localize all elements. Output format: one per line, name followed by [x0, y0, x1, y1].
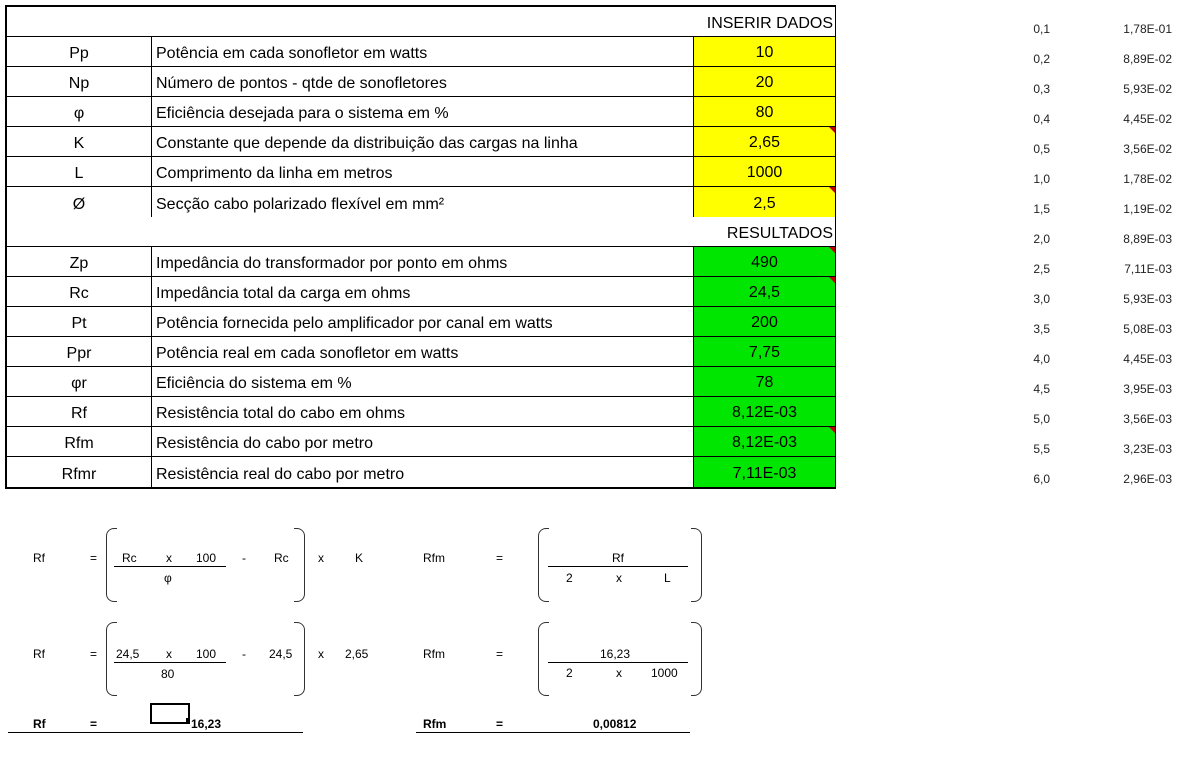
formula2-rfm-eq: = [496, 647, 504, 661]
side-table-row [1020, 374, 1190, 404]
resistance-value[interactable]: 4,45E-03 [1123, 352, 1172, 366]
formula1-rfm-left-paren [538, 528, 549, 602]
resistance-value[interactable]: 8,89E-03 [1123, 232, 1172, 246]
result-rf-eq: = [90, 717, 98, 731]
resultados-header: RESULTADOS [726, 225, 833, 242]
value-text: 1000 [746, 164, 783, 181]
results-row [7, 277, 835, 307]
formula1-rf-label: Rf [33, 551, 45, 565]
value-cell[interactable] [693, 67, 835, 96]
resistance-value[interactable]: 3,56E-02 [1123, 142, 1172, 156]
inserir-dados-header: INSERIR DADOS [706, 15, 833, 32]
formula1-x2: x [318, 551, 324, 565]
formula1-rc: Rc [122, 551, 137, 565]
value-cell[interactable] [693, 247, 835, 276]
value-cell[interactable] [693, 37, 835, 66]
side-table-row [1020, 14, 1190, 44]
value-cell[interactable] [693, 127, 835, 156]
inputs-row [7, 187, 835, 217]
value-cell[interactable] [693, 427, 835, 456]
resistance-value[interactable]: 3,56E-03 [1123, 412, 1172, 426]
comment-indicator-icon[interactable] [829, 187, 835, 193]
value-text: 7,75 [748, 344, 781, 361]
value-cell[interactable] [693, 457, 835, 487]
formula2-rfm-label: Rfm [423, 647, 445, 661]
section-value[interactable]: 6,0 [1033, 472, 1051, 486]
section-value[interactable]: 1,0 [1033, 172, 1051, 186]
side-table-row [1020, 194, 1190, 224]
formula2-rf-label: Rf [33, 647, 45, 661]
symbol-cell[interactable]: φr [7, 367, 152, 396]
side-table-row [1020, 314, 1190, 344]
result-rfm-label: Rfm [423, 717, 447, 731]
formula1-eq: = [90, 551, 98, 565]
formula2-x3: x [616, 666, 622, 680]
symbol-cell[interactable]: Np [7, 67, 152, 96]
section-value[interactable]: 3,5 [1033, 322, 1051, 336]
side-table-row [1020, 344, 1190, 374]
comment-indicator-icon[interactable] [829, 427, 835, 433]
symbol-cell[interactable]: Rf [7, 397, 152, 426]
inputs-row [7, 67, 835, 97]
symbol-cell[interactable]: Rc [7, 277, 152, 306]
fill-handle[interactable] [186, 718, 190, 722]
symbol-cell[interactable]: φ [7, 97, 152, 126]
formula1-minus: - [242, 551, 246, 565]
description-cell[interactable]: Número de pontos - qtde de sonofletores [156, 75, 447, 92]
formula2-rf-num: 16,23 [600, 647, 631, 661]
value-cell[interactable] [693, 397, 835, 426]
comment-indicator-icon[interactable] [829, 247, 835, 253]
value-text: 2,5 [753, 195, 776, 212]
value-text: 8,12E-03 [732, 404, 797, 421]
description-cell[interactable]: Potência em cada sonofletor em watts [156, 45, 428, 62]
formula1-l: L [664, 571, 671, 585]
resistance-value[interactable]: 1,78E-01 [1123, 22, 1172, 36]
value-text: 8,12E-03 [732, 434, 797, 451]
formula2-eq: = [90, 647, 98, 661]
section-value[interactable]: 4,0 [1033, 352, 1051, 366]
symbol-cell[interactable]: Zp [7, 247, 152, 276]
description-cell[interactable]: Resistência do cabo por metro [156, 435, 373, 452]
section-value[interactable]: 5,5 [1033, 442, 1051, 456]
formula1-2: 2 [566, 571, 573, 585]
formula1-rfm-label: Rfm [423, 551, 445, 565]
inputs-row [7, 157, 835, 187]
formula2-rfm-left-paren [538, 622, 549, 696]
value-cell[interactable] [693, 307, 835, 336]
formula2-k-val: 2,65 [345, 647, 369, 661]
formula1-left-paren [106, 528, 117, 602]
formula1-rfm-fraction-bar [548, 566, 688, 567]
description-cell[interactable]: Eficiência desejada para o sistema em % [156, 105, 449, 122]
value-text: 10 [755, 44, 774, 61]
header-row-inserir [7, 7, 835, 37]
symbol-cell[interactable]: Ø [7, 187, 152, 217]
side-table-row [1020, 134, 1190, 164]
formula1-right-paren [294, 528, 305, 602]
formula2-rc-val: 24,5 [116, 647, 140, 661]
value-cell[interactable] [693, 97, 835, 126]
cable-section-table [1020, 14, 1190, 494]
value-text: 7,11E-03 [732, 465, 797, 482]
description-cell[interactable]: Impedância total da carga em ohms [156, 285, 411, 302]
symbol-cell[interactable]: Pp [7, 37, 152, 66]
value-text: 20 [755, 74, 774, 91]
side-table-row [1020, 164, 1190, 194]
resistance-value[interactable]: 2,96E-03 [1123, 472, 1172, 486]
formula1-rc2: Rc [274, 551, 289, 565]
formula1-x3: x [616, 571, 622, 585]
section-value[interactable]: 0,3 [1033, 82, 1051, 96]
symbol-cell[interactable]: K [7, 127, 152, 156]
result-rfm-underline [416, 732, 690, 733]
formula1-phi: φ [164, 571, 172, 585]
resistance-value[interactable]: 3,23E-03 [1123, 442, 1172, 456]
section-value[interactable]: 4,5 [1033, 382, 1051, 396]
result-rfm-value: 0,00812 [593, 717, 637, 731]
section-value[interactable]: 0,5 [1033, 142, 1051, 156]
value-cell[interactable] [693, 367, 835, 396]
formula2-rfm-right-paren [691, 622, 702, 696]
value-cell[interactable] [693, 277, 835, 306]
value-cell[interactable] [693, 157, 835, 186]
formula2-x: x [166, 647, 172, 661]
inputs-row [7, 97, 835, 127]
formula2-minus: - [242, 647, 246, 661]
formula1-x: x [166, 551, 172, 565]
results-row [7, 427, 835, 457]
comment-indicator-icon[interactable] [829, 127, 835, 133]
symbol-cell[interactable]: L [7, 157, 152, 186]
results-row [7, 247, 835, 277]
resistance-value[interactable]: 5,93E-03 [1123, 292, 1172, 306]
value-text: 200 [751, 314, 778, 331]
formula2-2: 2 [566, 666, 573, 680]
resistance-value[interactable]: 8,89E-02 [1123, 52, 1172, 66]
formula2-rfm-fraction-bar [548, 662, 688, 663]
value-text: 24,5 [748, 284, 781, 301]
results-row [7, 397, 835, 427]
side-table-row [1020, 284, 1190, 314]
inputs-row [7, 37, 835, 67]
spreadsheet-table [5, 5, 836, 489]
resistance-value[interactable]: 5,08E-03 [1123, 322, 1172, 336]
resistance-value[interactable]: 1,19E-02 [1123, 202, 1172, 216]
value-text: 80 [755, 104, 774, 121]
results-row [7, 457, 835, 487]
side-table-row [1020, 434, 1190, 464]
formula1-fraction-bar [114, 566, 226, 567]
section-value[interactable]: 0,4 [1033, 112, 1051, 126]
resistance-value[interactable]: 3,95E-03 [1123, 382, 1172, 396]
description-cell[interactable]: Constante que depende da distribuição das cargas na linha [156, 135, 578, 152]
selected-cell[interactable] [150, 703, 190, 724]
formula1-k: K [355, 551, 364, 565]
inputs-row [7, 127, 835, 157]
formula2-fraction-bar [114, 662, 226, 663]
value-text: 490 [751, 254, 778, 271]
formula1-rfm-eq: = [496, 551, 504, 565]
formula2-rc-val2: 24,5 [269, 647, 293, 661]
section-value[interactable]: 1,5 [1033, 202, 1051, 216]
result-rf-label: Rf [33, 717, 46, 731]
description-cell[interactable]: Impedância do transformador por ponto em ohms [156, 255, 508, 272]
side-table-row [1020, 254, 1190, 284]
symbol-cell[interactable]: Ppr [7, 337, 152, 366]
section-value[interactable]: 0,1 [1033, 22, 1051, 36]
formula1-100: 100 [196, 551, 217, 565]
side-table-row [1020, 44, 1190, 74]
side-table-row [1020, 464, 1190, 494]
description-cell[interactable]: Potência real em cada sonofletor em watts [156, 345, 459, 362]
results-row [7, 337, 835, 367]
value-cell[interactable] [693, 337, 835, 366]
description-cell[interactable]: Resistência real do cabo por metro [156, 466, 405, 483]
description-cell[interactable]: Eficiência do sistema em % [156, 375, 352, 392]
formula2-100: 100 [196, 647, 217, 661]
resistance-value[interactable]: 4,45E-02 [1123, 112, 1172, 126]
symbol-cell[interactable]: Rfm [7, 427, 152, 456]
formula2-phi-val: 80 [161, 667, 175, 681]
symbol-cell[interactable]: Rfmr [7, 457, 152, 487]
value-cell[interactable] [693, 187, 835, 217]
section-value[interactable]: 2,5 [1033, 262, 1051, 276]
symbol-cell[interactable]: Pt [7, 307, 152, 336]
section-value[interactable]: 5,0 [1033, 412, 1051, 426]
value-text: 78 [755, 374, 774, 391]
description-cell[interactable]: Comprimento da linha em metros [156, 165, 393, 182]
side-table-row [1020, 104, 1190, 134]
description-cell[interactable]: Potência fornecida pelo amplificador por canal em watts [156, 315, 553, 332]
section-value[interactable]: 2,0 [1033, 232, 1051, 246]
formula2-l-val: 1000 [651, 666, 678, 680]
value-text: 2,65 [748, 134, 781, 151]
result-rf-value: 16,23 [191, 717, 222, 731]
description-cell[interactable]: Resistência total do cabo em ohms [156, 405, 406, 422]
section-value[interactable]: 0,2 [1033, 52, 1051, 66]
resistance-value[interactable]: 7,11E-03 [1124, 262, 1172, 276]
result-rf-underline [8, 732, 303, 733]
side-table-row [1020, 74, 1190, 104]
header-row-resultados [7, 217, 835, 247]
resistance-value[interactable]: 1,78E-02 [1123, 172, 1172, 186]
formula2-right-paren [294, 622, 305, 696]
formula2-x2: x [318, 647, 324, 661]
formula1-rfm-right-paren [691, 528, 702, 602]
description-cell[interactable]: Secção cabo polarizado flexível em mm² [156, 196, 445, 213]
section-value[interactable]: 3,0 [1033, 292, 1051, 306]
side-table-row [1020, 404, 1190, 434]
result-rfm-eq: = [496, 717, 504, 731]
results-row [7, 367, 835, 397]
results-row [7, 307, 835, 337]
resistance-value[interactable]: 5,93E-02 [1123, 82, 1172, 96]
formula1-rf-num: Rf [612, 551, 624, 565]
comment-indicator-icon[interactable] [829, 277, 835, 283]
side-table-row [1020, 224, 1190, 254]
